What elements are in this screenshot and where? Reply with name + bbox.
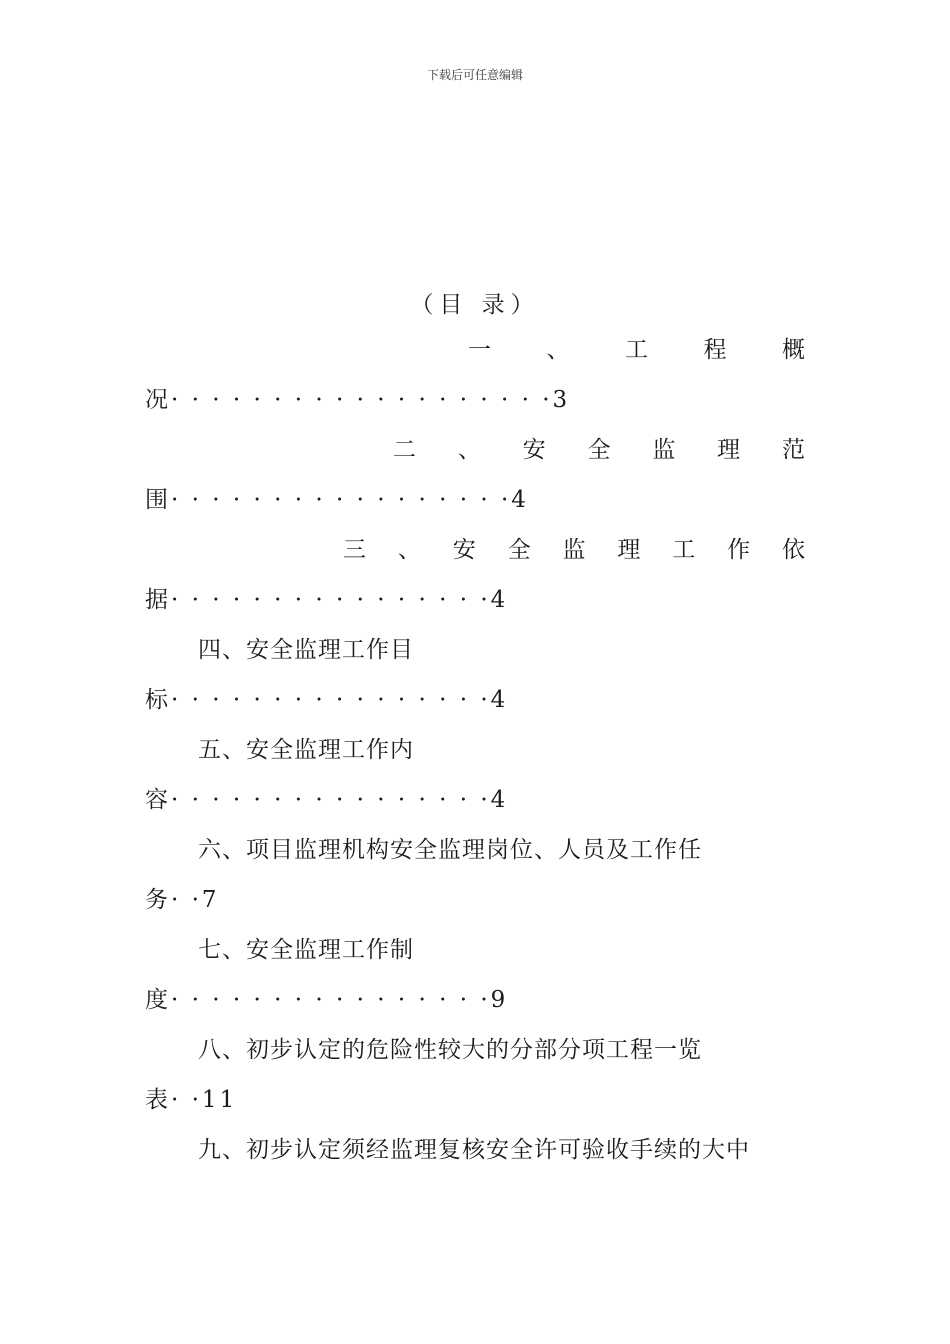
toc-entry-7-page: 度· · · · · · · · · · · · · · · ·9 [145, 987, 509, 1013]
toc-entry-7-heading: 七、安全监理工作制 [198, 937, 414, 963]
toc-entry-2-page: 围· · · · · · · · · · · · · · · · ·4 [145, 487, 529, 513]
toc-entry-6-page: 务· ·7 [145, 887, 220, 913]
page-header: 下载后可任意编辑 [426, 68, 523, 82]
toc-entry-8-heading: 八、初步认定的危险性较大的分部分项工程一览 [198, 1037, 702, 1063]
toc-entry-2-heading-text: 二 、 安 全 监 理 范 [393, 437, 805, 463]
toc-entry-1-page: 况· · · · · · · · · · · · · · · · · · ·3 [145, 387, 571, 413]
toc-entry-6-heading: 六、项目监理机构安全监理岗位、人员及工作任 [198, 837, 702, 863]
toc-entry-8-page: 表· ·11 [145, 1087, 238, 1113]
toc-entry-5-heading: 五、安全监理工作内 [198, 737, 414, 763]
toc-entry-1-heading [468, 335, 805, 365]
toc-entry-4-page: 标· · · · · · · · · · · · · · · ·4 [145, 687, 509, 713]
toc-entry-1-heading-text: 一 、 工 程 概 [468, 337, 805, 363]
toc-entry-3-page: 据· · · · · · · · · · · · · · · ·4 [145, 587, 509, 613]
toc-entry-2-heading [393, 435, 805, 465]
toc-entry-4-heading: 四、安全监理工作目 [198, 637, 414, 663]
toc-title: （目 录） [410, 292, 540, 318]
toc-entry-5-page: 容· · · · · · · · · · · · · · · ·4 [145, 787, 509, 813]
toc-entry-3-heading [343, 535, 805, 565]
toc-entry-9-heading: 九、初步认定须经监理复核安全许可验收手续的大中 [198, 1137, 750, 1163]
toc-entry-3-heading-text: 三 、 安 全 监 理 工 作 依 [343, 537, 805, 563]
